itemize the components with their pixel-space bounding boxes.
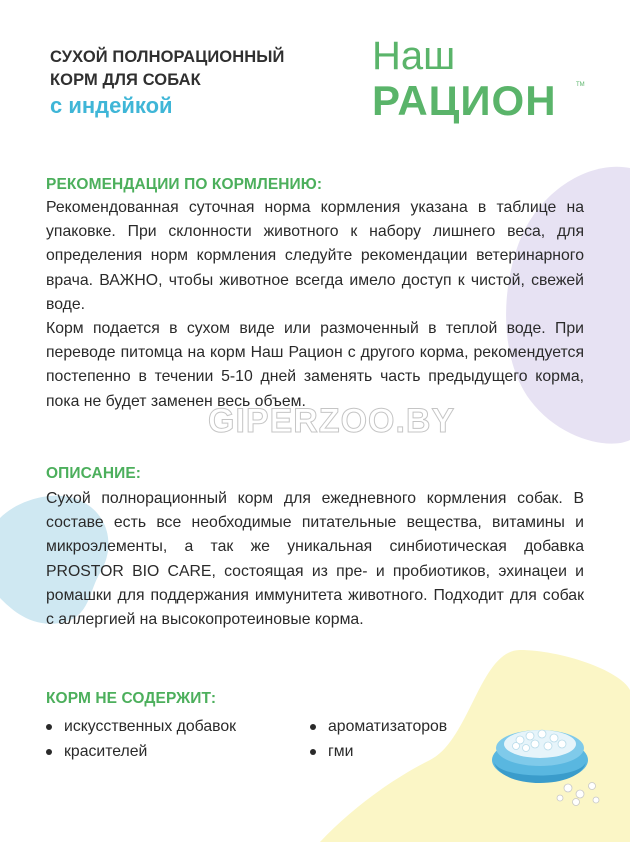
feeding-section-title: РЕКОМЕНДАЦИИ ПО КОРМЛЕНИЮ: [46,176,323,193]
list-item-label: красителей [64,742,148,760]
product-flavor: с индейкой [50,93,173,118]
description-paragraph: Сухой полнорационный корм для ежедневного кормления собак. В составе есть все необходимые питательные вещества, витамины и микроэлементы, а так же уникальная синбиотическая добавка PROSTOR BIO CARE, состоящая из пре- и пробиотиков, эхинацеи и ромашки для поддержания иммунитета животного. Подходит для собак с аллергией на высокопротеиновые корма. [46,490,584,629]
list-item-label: искусственных добавок [64,717,237,735]
feeding-paragraph-1: Рекомендованная суточная норма кормления указана в таблице на упаковке. При склонности животного к набору лишнего веса, для определения норм кормления следуйте рекомендации ветеринарного врача. ВАЖНО, чтобы животное всегда имело доступ к чистой, свежей воде. [46,199,584,313]
not-contains-list [46,714,506,764]
bullet-icon [310,724,316,730]
description-text [46,487,584,632]
logo-word-1: Наш [372,34,456,78]
description-section-title: ОПИСАНИЕ: [46,465,142,482]
feeding-paragraph-2: Корм подается в сухом виде или размоченный в теплой воде. При переводе питомца на корм Наш Рацион с другого корма, рекомендуется постепенно в течении 5-10 дней заменять часть предыдущего корма, пока не будет заменен весь объем. [46,320,584,410]
site-watermark: GIPERZOO.BY [208,402,456,440]
food-bowl-illustration [490,700,610,810]
bullet-icon [46,724,52,730]
feeding-text [46,196,584,414]
list-item [310,743,353,761]
product-type-line2: КОРМ ДЛЯ СОБАК [50,71,201,89]
bullet-icon [310,749,316,755]
logo-word-2: РАЦИОН [372,77,557,124]
trademark-mark: TM [576,82,585,88]
list-item [46,718,310,736]
list-item-label: ароматизаторов [328,717,448,735]
list-item-label: гми [328,742,354,760]
product-header [50,46,285,120]
brand-logo [372,34,585,124]
list-item [46,743,310,761]
bullet-icon [46,749,52,755]
product-type-line1: СУХОЙ ПОЛНОРАЦИОННЫЙ [50,48,285,66]
not-contains-section-title: КОРМ НЕ СОДЕРЖИТ: [46,690,217,707]
list-item [310,718,447,736]
